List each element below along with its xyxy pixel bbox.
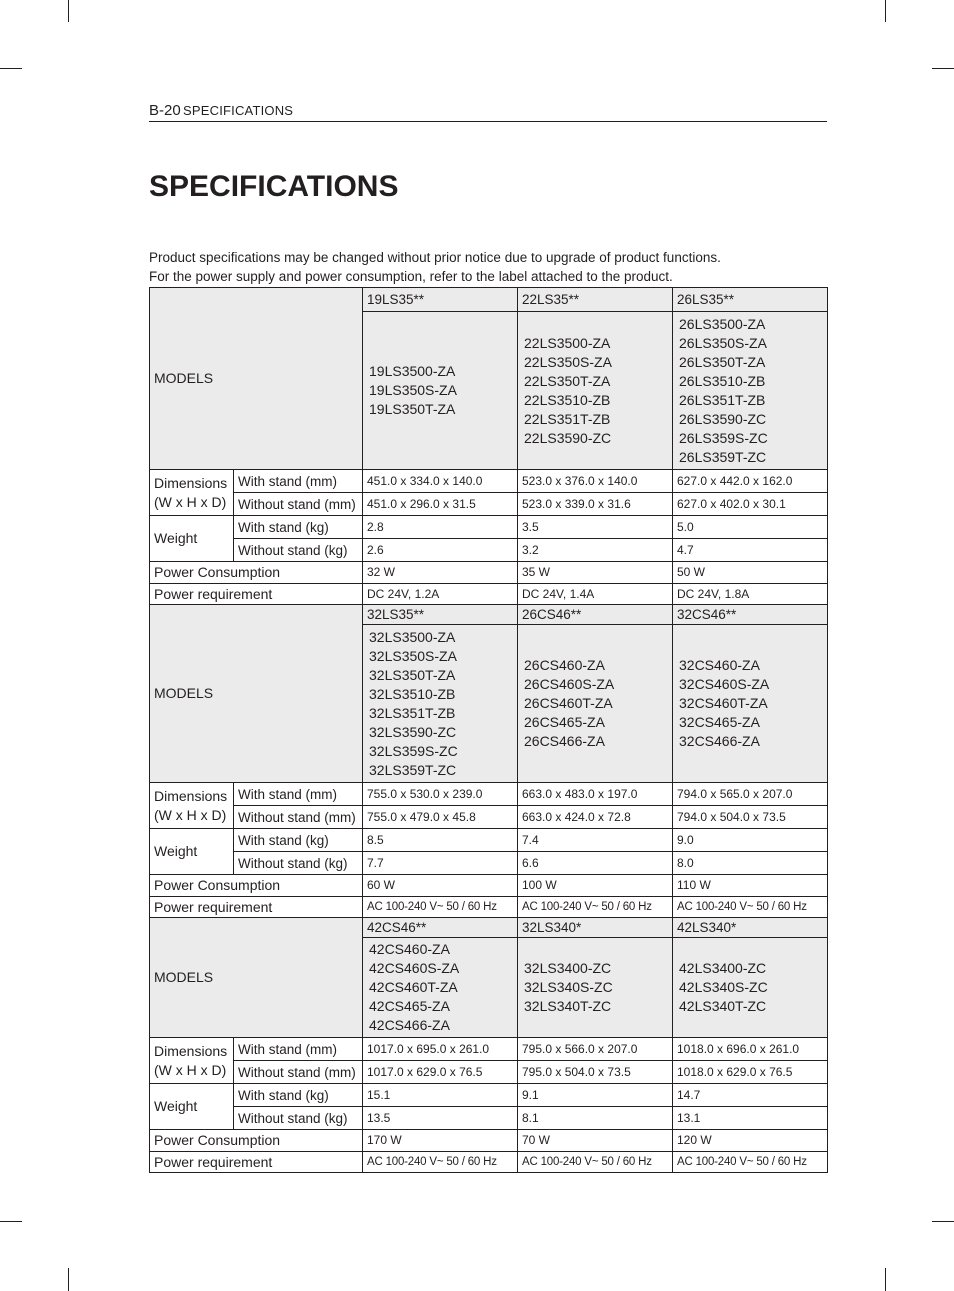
power-consumption-label: Power Consumption [150, 562, 363, 584]
model-number: 32LS359S-ZC [369, 742, 458, 759]
crop-mark [68, 0, 69, 22]
weight-label: Weight [150, 829, 234, 875]
dimension-with-row [150, 783, 828, 806]
model-number: 32LS340T-ZC [524, 998, 612, 1014]
model-number: 26CS460S-ZA [524, 676, 615, 692]
without-stand-mm-label: Without stand (mm) [234, 1061, 363, 1084]
dimensions-label-line: (W x H x D) [154, 493, 227, 510]
without-stand-kg-label: Without stand (kg) [234, 1107, 363, 1130]
series-name: 42CS46** [363, 918, 518, 938]
crop-mark [932, 1221, 954, 1222]
dimension-with-stand: 795.0 x 566.0 x 207.0 [518, 1038, 673, 1061]
model-number: 32LS351T-ZB [369, 704, 456, 721]
series-row [150, 605, 828, 625]
dimensions-label-line: Dimensions [154, 1042, 228, 1059]
model-list [518, 625, 673, 783]
with-stand-kg-label: With stand (kg) [234, 829, 363, 852]
weight-without-stand: 7.7 [363, 852, 518, 875]
power-consumption-label: Power Consumption [150, 1130, 363, 1152]
without-stand-mm-label: Without stand (mm) [234, 493, 363, 516]
model-list [673, 625, 828, 783]
model-list [363, 625, 518, 783]
weight-without-row [150, 539, 828, 562]
dimension-without-stand: 1017.0 x 629.0 x 76.5 [363, 1061, 518, 1084]
power-requirement-value: DC 24V, 1.2A [363, 584, 518, 605]
with-stand-kg-label: With stand (kg) [234, 1084, 363, 1107]
weight-label: Weight [150, 516, 234, 562]
crop-mark [0, 68, 22, 69]
model-number: 26CS460T-ZA [524, 695, 613, 711]
model-number: 32LS3500-ZA [369, 628, 456, 645]
dimension-with-stand: 1018.0 x 696.0 x 261.0 [673, 1038, 828, 1061]
model-number: 42CS460T-ZA [369, 979, 458, 995]
models-label: MODELS [150, 918, 363, 1038]
dimension-without-stand: 627.0 x 402.0 x 30.1 [673, 493, 828, 516]
model-number: 32CS460S-ZA [679, 676, 770, 692]
specifications-table [149, 287, 828, 1173]
dimension-with-row [150, 1038, 828, 1061]
model-number: 22LS3500-ZA [524, 334, 611, 351]
dimension-with-stand: 627.0 x 442.0 x 162.0 [673, 470, 828, 493]
power-consumption-row [150, 1130, 828, 1152]
series-row [150, 918, 828, 938]
note-line: For the power supply and power consumption, refer to the label attached to the product. [149, 269, 673, 284]
model-number: 42CS465-ZA [369, 998, 450, 1014]
power-consumption-value: 100 W [518, 875, 673, 897]
weight-with-stand: 8.5 [363, 829, 518, 852]
power-consumption-value: 170 W [363, 1130, 518, 1152]
model-number: 19LS350T-ZA [369, 401, 456, 417]
dimension-with-stand: 523.0 x 376.0 x 140.0 [518, 470, 673, 493]
dimensions-label-line: (W x H x D) [154, 806, 227, 823]
series-row [150, 288, 828, 312]
weight-without-stand: 13.5 [363, 1107, 518, 1130]
dimension-without-stand: 1018.0 x 629.0 x 76.5 [673, 1061, 828, 1084]
model-list [518, 938, 673, 1038]
model-list [363, 938, 518, 1038]
dimension-without-stand: 755.0 x 479.0 x 45.8 [363, 806, 518, 829]
crop-mark [885, 0, 886, 22]
series-name: 32CS46** [673, 605, 828, 625]
model-number: 22LS350T-ZA [524, 372, 611, 389]
power-requirement-value: AC 100-240 V~ 50 / 60 Hz [363, 897, 518, 918]
weight-with-stand: 3.5 [518, 516, 673, 539]
power-requirement-label: Power requirement [150, 1152, 363, 1173]
power-consumption-value: 60 W [363, 875, 518, 897]
weight-without-stand: 6.6 [518, 852, 673, 875]
power-requirement-row [150, 897, 828, 918]
page-number: B-20 [149, 102, 181, 119]
header-section: SPECIFICATIONS [183, 103, 294, 118]
model-number: 26LS350T-ZA [679, 353, 766, 370]
model-number: 32LS350S-ZA [369, 647, 457, 664]
weight-without-stand: 13.1 [673, 1107, 828, 1130]
series-name: 26LS35** [673, 288, 828, 312]
model-number: 32LS3510-ZB [369, 685, 456, 702]
dimension-with-stand: 1017.0 x 695.0 x 261.0 [363, 1038, 518, 1061]
with-stand-kg-label: With stand (kg) [234, 516, 363, 539]
weight-with-stand: 15.1 [363, 1084, 518, 1107]
model-number: 42LS340S-ZC [679, 979, 768, 995]
crop-mark [932, 68, 954, 69]
model-number: 22LS350S-ZA [524, 353, 612, 370]
weight-without-stand: 3.2 [518, 539, 673, 562]
series-name: 42LS340* [673, 918, 828, 938]
dimension-without-stand: 795.0 x 504.0 x 73.5 [518, 1061, 673, 1084]
model-number: 42LS340T-ZC [679, 998, 767, 1014]
power-consumption-value: 50 W [673, 562, 828, 584]
model-number: 42LS3400-ZC [679, 960, 767, 976]
weight-label: Weight [150, 1084, 234, 1130]
model-number: 26LS3590-ZC [679, 410, 767, 427]
dimension-without-row [150, 1061, 828, 1084]
dimension-with-stand: 794.0 x 565.0 x 207.0 [673, 783, 828, 806]
model-number: 26LS359T-ZC [679, 448, 767, 465]
power-requirement-value: AC 100-240 V~ 50 / 60 Hz [518, 897, 673, 918]
model-number: 19LS3500-ZA [369, 363, 456, 379]
weight-without-stand: 2.6 [363, 539, 518, 562]
model-number: 26LS350S-ZA [679, 334, 767, 351]
dimension-with-stand: 663.0 x 483.0 x 197.0 [518, 783, 673, 806]
dimension-without-stand: 794.0 x 504.0 x 73.5 [673, 806, 828, 829]
without-stand-kg-label: Without stand (kg) [234, 852, 363, 875]
model-number: 32CS465-ZA [679, 714, 760, 730]
series-name: 19LS35** [363, 288, 518, 312]
with-stand-mm-label: With stand (mm) [234, 470, 363, 493]
model-list [363, 312, 518, 470]
model-number: 32CS460-ZA [679, 657, 760, 673]
model-number: 32LS350T-ZA [369, 666, 456, 683]
series-name: 26CS46** [518, 605, 673, 625]
series-name: 32LS35** [363, 605, 518, 625]
model-number: 32LS3590-ZC [369, 723, 457, 740]
dimensions-label-line: Dimensions [154, 474, 228, 491]
model-list [673, 312, 828, 470]
model-number: 26LS3500-ZA [679, 315, 766, 332]
notes [149, 248, 721, 286]
models-label: MODELS [150, 288, 363, 470]
dimension-with-stand: 451.0 x 334.0 x 140.0 [363, 470, 518, 493]
weight-with-stand: 7.4 [518, 829, 673, 852]
model-number: 26LS351T-ZB [679, 391, 766, 408]
with-stand-mm-label: With stand (mm) [234, 1038, 363, 1061]
dimension-without-row [150, 806, 828, 829]
page-title: SPECIFICATIONS [149, 170, 399, 203]
power-requirement-label: Power requirement [150, 584, 363, 605]
model-number: 26CS465-ZA [524, 714, 605, 730]
model-number: 19LS350S-ZA [369, 382, 457, 398]
power-requirement-label: Power requirement [150, 897, 363, 918]
weight-with-row [150, 829, 828, 852]
model-number: 32LS3400-ZC [524, 960, 612, 976]
crop-mark [68, 1268, 69, 1291]
model-number: 32LS359T-ZC [369, 761, 457, 778]
weight-with-stand: 9.0 [673, 829, 828, 852]
power-consumption-label: Power Consumption [150, 875, 363, 897]
model-number: 22LS3510-ZB [524, 391, 611, 408]
model-number: 42CS460-ZA [369, 941, 450, 957]
weight-without-stand: 8.0 [673, 852, 828, 875]
power-requirement-value: AC 100-240 V~ 50 / 60 Hz [518, 1152, 673, 1173]
model-number: 22LS351T-ZB [524, 410, 611, 427]
model-number: 32LS340S-ZC [524, 979, 613, 995]
crop-mark [885, 1268, 886, 1291]
power-consumption-row [150, 562, 828, 584]
model-number: 26CS460-ZA [524, 657, 605, 673]
note-line: Product specifications may be changed without prior notice due to upgrade of product functions. [149, 250, 721, 265]
power-requirement-row [150, 584, 828, 605]
model-number: 26LS359S-ZC [679, 429, 768, 446]
power-requirement-value: AC 100-240 V~ 50 / 60 Hz [363, 1152, 518, 1173]
without-stand-mm-label: Without stand (mm) [234, 806, 363, 829]
series-name: 32LS340* [518, 918, 673, 938]
power-consumption-value: 70 W [518, 1130, 673, 1152]
dimensions-label-line: Dimensions [154, 787, 228, 804]
power-requirement-value: AC 100-240 V~ 50 / 60 Hz [673, 897, 828, 918]
power-requirement-value: DC 24V, 1.8A [673, 584, 828, 605]
weight-with-stand: 9.1 [518, 1084, 673, 1107]
crop-mark [0, 1221, 22, 1222]
model-list [673, 938, 828, 1038]
models-label: MODELS [150, 605, 363, 783]
model-number: 22LS3590-ZC [524, 429, 612, 446]
dimensions-label [150, 783, 234, 829]
dimensions-label [150, 1038, 234, 1084]
dimension-without-stand: 663.0 x 424.0 x 72.8 [518, 806, 673, 829]
with-stand-mm-label: With stand (mm) [234, 783, 363, 806]
dimension-with-stand: 755.0 x 530.0 x 239.0 [363, 783, 518, 806]
weight-without-row [150, 852, 828, 875]
dimension-without-stand: 523.0 x 339.0 x 31.6 [518, 493, 673, 516]
without-stand-kg-label: Without stand (kg) [234, 539, 363, 562]
model-number: 42CS466-ZA [369, 1017, 450, 1033]
dimensions-label-line: (W x H x D) [154, 1061, 227, 1078]
power-consumption-value: 110 W [673, 875, 828, 897]
series-name: 22LS35** [518, 288, 673, 312]
power-consumption-value: 32 W [363, 562, 518, 584]
model-number: 26LS3510-ZB [679, 372, 766, 389]
weight-with-stand: 2.8 [363, 516, 518, 539]
dimension-with-row [150, 470, 828, 493]
power-consumption-value: 35 W [518, 562, 673, 584]
dimension-without-stand: 451.0 x 296.0 x 31.5 [363, 493, 518, 516]
dimensions-label [150, 470, 234, 516]
power-requirement-value: AC 100-240 V~ 50 / 60 Hz [673, 1152, 828, 1173]
weight-without-stand: 4.7 [673, 539, 828, 562]
power-requirement-value: DC 24V, 1.4A [518, 584, 673, 605]
weight-with-stand: 14.7 [673, 1084, 828, 1107]
weight-without-row [150, 1107, 828, 1130]
power-consumption-row [150, 875, 828, 897]
model-number: 42CS460S-ZA [369, 960, 460, 976]
power-consumption-value: 120 W [673, 1130, 828, 1152]
model-list [518, 312, 673, 470]
dimension-without-row [150, 493, 828, 516]
model-number: 26CS466-ZA [524, 733, 605, 749]
model-number: 32CS466-ZA [679, 733, 760, 749]
power-requirement-row [150, 1152, 828, 1173]
model-number: 32CS460T-ZA [679, 695, 768, 711]
weight-with-row [150, 516, 828, 539]
page-header [149, 99, 827, 122]
weight-without-stand: 8.1 [518, 1107, 673, 1130]
weight-with-stand: 5.0 [673, 516, 828, 539]
weight-with-row [150, 1084, 828, 1107]
